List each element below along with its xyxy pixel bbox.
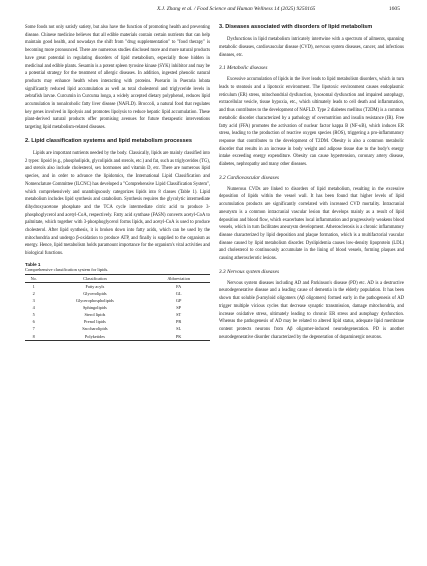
column-header-classification: Classification bbox=[42, 274, 147, 282]
lipid-classification-table bbox=[25, 274, 210, 341]
section-heading-3: 3. Diseases associated with disorders of lipid metabolism bbox=[219, 24, 373, 30]
cell-no: 6 bbox=[32, 319, 35, 325]
cell-classification: Glycerolipids bbox=[83, 290, 107, 296]
cell-classification: Sphingolipids bbox=[82, 305, 107, 311]
paragraph-metabolic-diseases: Excessive accumulation of lipids in the liver leads to lipid metabolism disorders, which in turn leads to steatosis and a lipotoxic environment. The lipotoxic environment causes endoplasmic reticulum (ER) stress, mitochondrial dysfunction, lysosomal dysfunction and impaired autophagy, extracellular vesicle, tissue hypoxia, etc., which ultimately leads to cell death and inflammation, and thus contributes to the development of NAFLD. Type 2 diabetes mellitus (T2DM) is a common metabolic disorder characterized by a pathology of overnutrition and insulin resistance (IR). Free fatty acid (FFA) promotes the activation of nuclear factor kappa B (NF-κB), which induces ER stress, leading to the production of reactive oxygen species (ROS), triggering a pro-inflammatory response that contributes to the development of T2DM. Obesity is also a common metabolic disorder that results in an increase in body weight and adipose tissue due to the body's energy intake exceeding energy expenditure. Obesity can cause hypertension, coronary artery disease, diabetes, nephropathy and many other diseases. bbox=[219, 77, 404, 168]
paragraph-nervous-system-diseases: Nervous system diseases including AD and Parkinson's disease (PD) etc. AD is a destructive neurodegenerative disease and a leading cause of dementia in the elderly population. It has been shown that soluble β-amyloid oligomers (Aβ oligomers) formed early in the pathogenesis of AD trigger multiple vicious cycles that decrease synaptic transmission, damage mitochondria, and increase oxidative stress, ultimately leading to chronic ER stress and autophagy dysfunction. Whereas the pathogenesis of AD may be related to altered lipid status, adequate lipid membrane content protects neurons from Aβ oligomer-induced neurodegeneration. PD is another neurodegenerative disorder characterized by the degeneration of dopaminergic neurons. bbox=[219, 280, 404, 340]
paragraph-lipid-classification: Lipids are important nutrients needed by the body. Classically, lipids are mainly classified into 2 types: lipoid (e.g., phospholipids, glycolipids and sterols, etc.) and fat, such as triglycerides (TG), and sterols also include cholesterol, sex hormones and vitamin D, etc. There are numerous lipid species, and in order to advance the lipidomics, the International Lipid Classification and Nomenclature Committee (ILCNC) has developed a "Comprehensive Lipid Classification System", which comprehensively and unambiguously categorizes lipids into 8 classes (Table 1). Lipid metabolism includes lipid synthesis and catabolism. Synthesis requires the glycolytic intermediate dihydroxyacetone phosphate and the TCA cycle intermediate citric acid to produce 3-phosphoglycerol and acetyl-CoA, respectively. Fatty acid synthase (FASN) converts acetyl-CoA to palmitate, which together with 3-phosphoglycerol forms lipids, and acetyl-CoA is used to produce cholesterol. After lipid synthesis, it is broken down into fatty acids, which can be used by the mitochondria and undergo β-oxidation to produce ATP, and finally is supplied to the organism as energy. Hence, lipid metabolism holds paramount importance for the organism's vital activities and biological functions. bbox=[25, 151, 210, 257]
paragraph-cardiovascular-diseases: Numerous CVDs are linked to disorders of lipid metabolism, resulting in the excessive deposition of lipids within the vessel wall. It has been found that higher levels of lipid accumulation products are significantly correlated with increased CVD mortality. Intracranial aneurysm is a common intracranial vascular lesion that develops mainly as a result of lipid deposition and blood flow, which exacerbates local inflammation and progressively weakens blood vessels, which in turn facilitates aneurysm development. Atherosclerosis is a chronic inflammatory disease characterized by lipid deposition and plaque formation, which is a multifactorial vascular disease caused by lipid metabolism disorder. Dyslipidemia causes low-density lipoprotein (LDL) and cholesterol to continuously accumulate in the lining of blood vessels, forming plaques and causing atherosclerotic lesions. bbox=[219, 186, 404, 262]
cell-abbreviation: PR bbox=[176, 319, 182, 325]
table-row bbox=[25, 311, 210, 318]
section-heading-2: 2. Lipid classification systems and lipid metabolism processes bbox=[25, 137, 192, 144]
right-column bbox=[219, 24, 404, 344]
left-column bbox=[25, 24, 210, 341]
cell-classification: Prenol lipids bbox=[83, 319, 106, 325]
cell-no: 5 bbox=[32, 312, 35, 318]
table-row bbox=[25, 333, 210, 341]
cell-abbreviation: PK bbox=[147, 333, 210, 341]
table-row bbox=[25, 282, 210, 290]
cell-abbreviation: SP bbox=[176, 305, 182, 311]
cell-classification: Fatty acyls bbox=[85, 283, 105, 289]
cell-no: 1 bbox=[32, 283, 35, 289]
cell-classification: Polyketides bbox=[42, 333, 147, 341]
cell-abbreviation: GL bbox=[175, 290, 182, 296]
cell-abbreviation: ST bbox=[176, 312, 182, 318]
cell-abbreviation: FA bbox=[176, 283, 182, 289]
subsection-heading-3-2: 3.2 Cardiovascular diseases bbox=[219, 174, 279, 181]
table-row bbox=[25, 304, 210, 311]
cell-no: 7 bbox=[32, 326, 35, 332]
journal-citation: X.J. Zhang et al. / Food Science and Human Wellness 14 (2025) 9250165 bbox=[157, 6, 316, 12]
table-row bbox=[25, 290, 210, 297]
cell-no: 8 bbox=[25, 333, 42, 341]
table-description: Comprehensive classification system for lipids. bbox=[25, 266, 109, 272]
page-header bbox=[0, 6, 427, 20]
column-header-abbreviation: Abbreviation bbox=[147, 274, 210, 282]
table-label: Table 1 bbox=[25, 261, 41, 267]
cell-no: 3 bbox=[32, 298, 35, 304]
table-row bbox=[25, 297, 210, 304]
subsection-heading-3-1: 3.1 Metabolic diseases bbox=[219, 65, 268, 72]
paragraph-diseases-intro: Dysfunctions in lipid metabolism intricately intertwine with a spectrum of ailments, spanning metabolic diseases, cardiovascular disease (CVD), nervous system diseases, cancer, and infectious diseases, etc. bbox=[219, 37, 404, 58]
table-row bbox=[25, 325, 210, 332]
subsection-heading-3-3: 3.3 Nervous system diseases bbox=[219, 268, 280, 275]
table-row bbox=[25, 318, 210, 325]
cell-no: 4 bbox=[32, 305, 35, 311]
cell-abbreviation: SL bbox=[176, 326, 182, 332]
page-number: 1605 bbox=[388, 6, 400, 12]
column-header-no: No. bbox=[25, 274, 42, 282]
cell-classification: Glycerophospholipids bbox=[75, 298, 114, 304]
cell-classification: Sterol lipids bbox=[84, 312, 106, 318]
paragraph-food-therapy: Some foods not only satisfy satiety, but also have the function of promoting health and preventing disease. Chinese medicine believes that all edible materials contain certain nutrients that can help maintain good health, and nowadays the shift from "drug supplementation" to "food therapy" is becoming more pronounced. There are numerous studies disclosed more and more natural products have great potential in regulating disorders of lipid metabolism, especially those hidden in medicinal and edible plants. Sesamin is a potent spleen tyrosine kinase (SYK) inhibitor and may be a potential strategy for the treatment of allergic diseases. In addition, ingested phenolic natural products may enhance health when interacting with proteins. Puerarin in Pueraria lobata significantly reduced lipid accumulation as well as total cholesterol and triglyceride levels in zebrafish larvae. Curcumin in Curcuma longa, a widely accepted dietary polyphenol, reduces lipid accumulation in nonalcoholic fatty liver disease (NAFLD). Broccoli, a natural food that regulates key genes involved in lipolysis and promotes lipolysis to reduce hepatic lipid accumulation. These plant-derived natural products offer promising avenues for future therapeutic interventions targeting lipid metabolism-related diseases. bbox=[25, 25, 210, 131]
table-header-row bbox=[25, 274, 210, 282]
cell-no: 2 bbox=[32, 290, 35, 296]
cell-abbreviation: GP bbox=[175, 298, 182, 304]
cell-classification: Saccharolipids bbox=[82, 326, 108, 332]
